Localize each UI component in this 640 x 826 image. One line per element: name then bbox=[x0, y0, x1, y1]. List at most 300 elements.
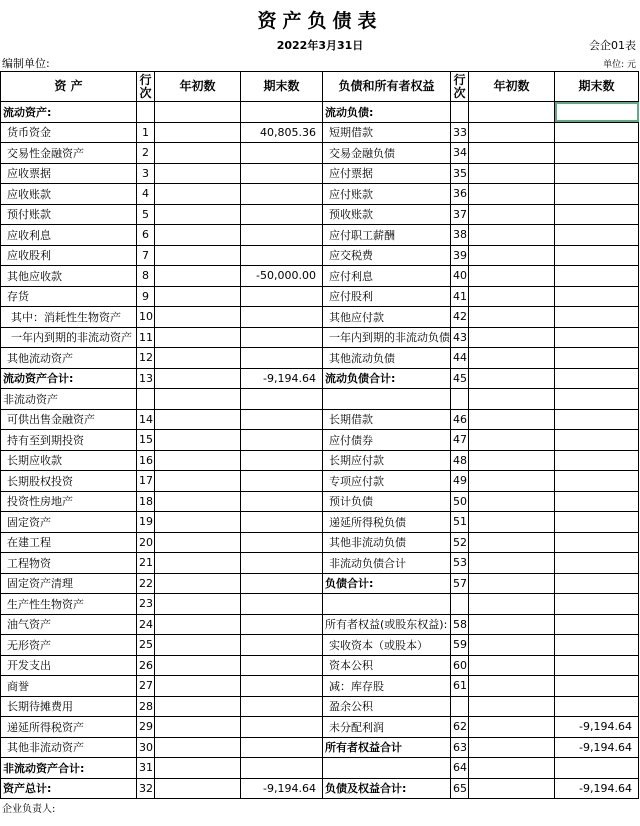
liability-row-no-cell[interactable]: 50 bbox=[451, 491, 469, 512]
liability-begin-cell[interactable] bbox=[469, 758, 555, 779]
header-begin[interactable]: 年初数 bbox=[155, 72, 241, 102]
liability-name-cell[interactable]: 长期借款 bbox=[323, 409, 451, 430]
liability-row-no-cell[interactable]: 43 bbox=[451, 327, 469, 348]
liability-begin-cell[interactable] bbox=[469, 245, 555, 266]
liability-end-cell[interactable] bbox=[555, 102, 639, 123]
liability-row-no-cell[interactable] bbox=[451, 389, 469, 410]
liability-name-cell[interactable]: 交易金融负债 bbox=[323, 143, 451, 164]
asset-name-cell[interactable]: 投资性房地产 bbox=[1, 491, 137, 512]
table-row bbox=[1, 204, 639, 225]
liability-row-no-cell[interactable]: 48 bbox=[451, 450, 469, 471]
liability-begin-cell[interactable] bbox=[469, 696, 555, 717]
asset-name-cell[interactable]: 非流动资产合计: bbox=[1, 758, 137, 779]
header-row-no[interactable]: 行次 bbox=[137, 72, 155, 102]
asset-name-cell[interactable]: 流动资产合计: bbox=[1, 368, 137, 389]
asset-begin-cell[interactable] bbox=[155, 696, 241, 717]
asset-row-no-cell[interactable]: 11 bbox=[137, 327, 155, 348]
liability-name-cell[interactable]: 未分配利润 bbox=[323, 717, 451, 738]
asset-begin-cell[interactable] bbox=[155, 737, 241, 758]
asset-row-no-cell[interactable]: 31 bbox=[137, 758, 155, 779]
asset-end-cell[interactable] bbox=[241, 553, 323, 574]
asset-row-no-cell[interactable]: 12 bbox=[137, 348, 155, 369]
table-row bbox=[1, 778, 639, 799]
liability-row-no-cell[interactable] bbox=[451, 696, 469, 717]
liability-end-cell[interactable] bbox=[555, 204, 639, 225]
asset-end-cell[interactable] bbox=[241, 286, 323, 307]
asset-name-cell[interactable]: 在建工程 bbox=[1, 532, 137, 553]
asset-name-cell[interactable]: 应收股利 bbox=[1, 245, 137, 266]
liability-begin-cell[interactable] bbox=[469, 512, 555, 533]
asset-begin-cell[interactable] bbox=[155, 594, 241, 615]
asset-row-no-cell[interactable]: 26 bbox=[137, 655, 155, 676]
liability-begin-cell[interactable] bbox=[469, 450, 555, 471]
liability-row-no-cell[interactable]: 64 bbox=[451, 758, 469, 779]
asset-name-cell[interactable]: 其他流动资产 bbox=[1, 348, 137, 369]
asset-name-cell[interactable]: 长期股权投资 bbox=[1, 471, 137, 492]
asset-begin-cell[interactable] bbox=[155, 676, 241, 697]
liability-begin-cell[interactable] bbox=[469, 737, 555, 758]
liability-name-cell[interactable]: 递延所得税负债 bbox=[323, 512, 451, 533]
liability-end-cell[interactable] bbox=[555, 348, 639, 369]
liability-row-no-cell[interactable] bbox=[451, 102, 469, 123]
liability-end-cell[interactable] bbox=[555, 430, 639, 451]
liability-row-no-cell[interactable] bbox=[451, 594, 469, 615]
liability-name-cell[interactable] bbox=[323, 594, 451, 615]
asset-end-cell[interactable] bbox=[241, 594, 323, 615]
asset-row-no-cell[interactable]: 19 bbox=[137, 512, 155, 533]
liability-begin-cell[interactable] bbox=[469, 491, 555, 512]
liability-begin-cell[interactable] bbox=[469, 655, 555, 676]
asset-end-cell[interactable] bbox=[241, 573, 323, 594]
asset-row-no-cell[interactable]: 29 bbox=[137, 717, 155, 738]
liability-name-cell[interactable]: 负债及权益合计: bbox=[323, 778, 451, 799]
liability-begin-cell[interactable] bbox=[469, 778, 555, 799]
asset-row-no-cell[interactable]: 17 bbox=[137, 471, 155, 492]
liability-name-cell[interactable]: 应付票据 bbox=[323, 163, 451, 184]
liability-begin-cell[interactable] bbox=[469, 286, 555, 307]
asset-row-no-cell[interactable]: 6 bbox=[137, 225, 155, 246]
asset-name-cell[interactable]: 一年内到期的非流动资产 bbox=[1, 327, 137, 348]
asset-row-no-cell[interactable]: 8 bbox=[137, 266, 155, 287]
liability-name-cell[interactable]: 一年内到期的非流动负债 bbox=[323, 327, 451, 348]
liability-begin-cell[interactable] bbox=[469, 553, 555, 574]
asset-row-no-cell[interactable]: 16 bbox=[137, 450, 155, 471]
liability-row-no-cell[interactable]: 63 bbox=[451, 737, 469, 758]
asset-row-no-cell[interactable]: 1 bbox=[137, 122, 155, 143]
liability-begin-cell[interactable] bbox=[469, 204, 555, 225]
asset-begin-cell[interactable] bbox=[155, 553, 241, 574]
table-row bbox=[1, 512, 639, 533]
asset-end-cell[interactable] bbox=[241, 471, 323, 492]
asset-name-cell[interactable]: 工程物资 bbox=[1, 553, 137, 574]
asset-row-no-cell[interactable]: 23 bbox=[137, 594, 155, 615]
asset-end-cell[interactable] bbox=[241, 676, 323, 697]
liability-end-cell[interactable] bbox=[555, 184, 639, 205]
liability-end-cell[interactable] bbox=[555, 553, 639, 574]
asset-end-cell[interactable] bbox=[241, 204, 323, 225]
asset-row-no-cell[interactable]: 2 bbox=[137, 143, 155, 164]
asset-begin-cell[interactable] bbox=[155, 450, 241, 471]
asset-name-cell[interactable]: 应收利息 bbox=[1, 225, 137, 246]
asset-row-no-cell[interactable]: 28 bbox=[137, 696, 155, 717]
liability-begin-cell[interactable] bbox=[469, 389, 555, 410]
liability-begin-cell[interactable] bbox=[469, 102, 555, 123]
liability-row-no-cell[interactable]: 53 bbox=[451, 553, 469, 574]
asset-begin-cell[interactable] bbox=[155, 717, 241, 738]
liability-begin-cell[interactable] bbox=[469, 717, 555, 738]
liability-row-no-cell[interactable]: 38 bbox=[451, 225, 469, 246]
liability-name-cell[interactable]: 应付职工薪酬 bbox=[323, 225, 451, 246]
liability-name-cell[interactable]: 减：库存股 bbox=[323, 676, 451, 697]
liability-row-no-cell[interactable]: 47 bbox=[451, 430, 469, 451]
asset-end-cell[interactable] bbox=[241, 327, 323, 348]
asset-end-cell[interactable] bbox=[241, 430, 323, 451]
liability-name-cell[interactable]: 流动负债: bbox=[323, 102, 451, 123]
asset-row-no-cell[interactable]: 5 bbox=[137, 204, 155, 225]
asset-begin-cell[interactable] bbox=[155, 286, 241, 307]
asset-row-no-cell[interactable]: 22 bbox=[137, 573, 155, 594]
liability-begin-cell[interactable] bbox=[469, 635, 555, 656]
liability-row-no-cell[interactable]: 59 bbox=[451, 635, 469, 656]
liability-end-cell[interactable] bbox=[555, 512, 639, 533]
asset-end-cell[interactable] bbox=[241, 635, 323, 656]
liability-row-no-cell[interactable]: 44 bbox=[451, 348, 469, 369]
asset-begin-cell[interactable] bbox=[155, 471, 241, 492]
liability-name-cell[interactable]: 所有者权益(或股东权益): bbox=[323, 614, 451, 635]
asset-name-cell[interactable]: 长期待摊费用 bbox=[1, 696, 137, 717]
liability-end-cell[interactable] bbox=[555, 245, 639, 266]
asset-begin-cell[interactable] bbox=[155, 102, 241, 123]
table-row bbox=[1, 758, 639, 779]
asset-end-cell[interactable]: 40,805.36 bbox=[241, 122, 323, 143]
asset-end-cell[interactable] bbox=[241, 102, 323, 123]
liability-end-cell[interactable]: -9,194.64 bbox=[555, 737, 639, 758]
asset-name-cell[interactable]: 非流动资产 bbox=[1, 389, 137, 410]
asset-name-cell[interactable]: 其中：消耗性生物资产 bbox=[1, 307, 137, 328]
table-row bbox=[1, 102, 639, 123]
header-begin-2[interactable]: 年初数 bbox=[469, 72, 555, 102]
liability-end-cell[interactable] bbox=[555, 696, 639, 717]
report-title: 资产负债表 bbox=[257, 10, 383, 32]
asset-row-no-cell[interactable]: 3 bbox=[137, 163, 155, 184]
asset-name-cell[interactable]: 交易性金融资产 bbox=[1, 143, 137, 164]
asset-begin-cell[interactable] bbox=[155, 368, 241, 389]
liability-row-no-cell[interactable]: 42 bbox=[451, 307, 469, 328]
asset-end-cell[interactable] bbox=[241, 409, 323, 430]
asset-end-cell[interactable] bbox=[241, 348, 323, 369]
asset-name-cell[interactable]: 开发支出 bbox=[1, 655, 137, 676]
asset-row-no-cell[interactable]: 13 bbox=[137, 368, 155, 389]
asset-end-cell[interactable]: -9,194.64 bbox=[241, 368, 323, 389]
liability-name-cell[interactable] bbox=[323, 389, 451, 410]
liability-end-cell[interactable] bbox=[555, 368, 639, 389]
liability-begin-cell[interactable] bbox=[469, 471, 555, 492]
liability-end-cell[interactable] bbox=[555, 614, 639, 635]
table-row bbox=[1, 184, 639, 205]
liability-begin-cell[interactable] bbox=[469, 327, 555, 348]
asset-begin-cell[interactable] bbox=[155, 307, 241, 328]
asset-end-cell[interactable] bbox=[241, 184, 323, 205]
liability-begin-cell[interactable] bbox=[469, 163, 555, 184]
asset-name-cell[interactable]: 递延所得税资产 bbox=[1, 717, 137, 738]
asset-end-cell[interactable]: -50,000.00 bbox=[241, 266, 323, 287]
liability-name-cell[interactable]: 其他应付款 bbox=[323, 307, 451, 328]
asset-begin-cell[interactable] bbox=[155, 409, 241, 430]
asset-row-no-cell[interactable]: 9 bbox=[137, 286, 155, 307]
table-row bbox=[1, 655, 639, 676]
asset-name-cell[interactable]: 其他应收款 bbox=[1, 266, 137, 287]
asset-name-cell[interactable]: 固定资产清理 bbox=[1, 573, 137, 594]
asset-name-cell[interactable]: 存货 bbox=[1, 286, 137, 307]
liability-begin-cell[interactable] bbox=[469, 266, 555, 287]
liability-begin-cell[interactable] bbox=[469, 307, 555, 328]
liability-name-cell[interactable]: 应付债券 bbox=[323, 430, 451, 451]
asset-name-cell[interactable]: 油气资产 bbox=[1, 614, 137, 635]
liability-begin-cell[interactable] bbox=[469, 594, 555, 615]
liability-row-no-cell[interactable]: 40 bbox=[451, 266, 469, 287]
table-row bbox=[1, 163, 639, 184]
liability-end-cell[interactable] bbox=[555, 327, 639, 348]
liability-row-no-cell[interactable]: 61 bbox=[451, 676, 469, 697]
liability-name-cell[interactable]: 负债合计: bbox=[323, 573, 451, 594]
liability-row-no-cell[interactable]: 51 bbox=[451, 512, 469, 533]
asset-end-cell[interactable] bbox=[241, 225, 323, 246]
asset-begin-cell[interactable] bbox=[155, 348, 241, 369]
asset-end-cell[interactable] bbox=[241, 758, 323, 779]
liability-name-cell[interactable]: 长期应付款 bbox=[323, 450, 451, 471]
liability-row-no-cell[interactable]: 46 bbox=[451, 409, 469, 430]
asset-begin-cell[interactable] bbox=[155, 778, 241, 799]
liability-end-cell[interactable] bbox=[555, 286, 639, 307]
liability-end-cell[interactable] bbox=[555, 573, 639, 594]
asset-name-cell[interactable]: 固定资产 bbox=[1, 512, 137, 533]
asset-begin-cell[interactable] bbox=[155, 266, 241, 287]
asset-begin-cell[interactable] bbox=[155, 327, 241, 348]
asset-row-no-cell[interactable]: 14 bbox=[137, 409, 155, 430]
liability-begin-cell[interactable] bbox=[469, 573, 555, 594]
liability-row-no-cell[interactable]: 35 bbox=[451, 163, 469, 184]
liability-end-cell[interactable] bbox=[555, 389, 639, 410]
asset-row-no-cell[interactable]: 24 bbox=[137, 614, 155, 635]
liability-name-cell[interactable]: 实收资本（或股本） bbox=[323, 635, 451, 656]
liability-end-cell[interactable]: -9,194.64 bbox=[555, 717, 639, 738]
asset-begin-cell[interactable] bbox=[155, 143, 241, 164]
liability-begin-cell[interactable] bbox=[469, 143, 555, 164]
liability-name-cell[interactable]: 资本公积 bbox=[323, 655, 451, 676]
asset-end-cell[interactable] bbox=[241, 737, 323, 758]
liability-end-cell[interactable]: -9,194.64 bbox=[555, 778, 639, 799]
asset-end-cell[interactable] bbox=[241, 163, 323, 184]
liability-name-cell[interactable]: 应付账款 bbox=[323, 184, 451, 205]
asset-row-no-cell[interactable]: 20 bbox=[137, 532, 155, 553]
liability-begin-cell[interactable] bbox=[469, 348, 555, 369]
asset-end-cell[interactable] bbox=[241, 491, 323, 512]
form-number: 会企01表 bbox=[589, 39, 636, 52]
asset-end-cell[interactable] bbox=[241, 614, 323, 635]
liability-end-cell[interactable] bbox=[555, 676, 639, 697]
asset-begin-cell[interactable] bbox=[155, 635, 241, 656]
header-row-no-2[interactable]: 行次 bbox=[451, 72, 469, 102]
liability-end-cell[interactable] bbox=[555, 491, 639, 512]
liability-name-cell[interactable]: 预收账款 bbox=[323, 204, 451, 225]
asset-row-no-cell[interactable]: 32 bbox=[137, 778, 155, 799]
table-row bbox=[1, 307, 639, 328]
liability-name-cell[interactable]: 盈余公积 bbox=[323, 696, 451, 717]
table-row bbox=[1, 553, 639, 574]
liability-end-cell[interactable] bbox=[555, 143, 639, 164]
asset-row-no-cell[interactable]: 4 bbox=[137, 184, 155, 205]
asset-name-cell[interactable]: 流动资产: bbox=[1, 102, 137, 123]
asset-begin-cell[interactable] bbox=[155, 758, 241, 779]
liability-name-cell[interactable]: 其他非流动负债 bbox=[323, 532, 451, 553]
asset-row-no-cell[interactable] bbox=[137, 102, 155, 123]
asset-end-cell[interactable]: -9,194.64 bbox=[241, 778, 323, 799]
liability-begin-cell[interactable] bbox=[469, 184, 555, 205]
asset-name-cell[interactable]: 货币资金 bbox=[1, 122, 137, 143]
liability-name-cell[interactable]: 所有者权益合计 bbox=[323, 737, 451, 758]
liability-name-cell[interactable]: 应付股利 bbox=[323, 286, 451, 307]
asset-end-cell[interactable] bbox=[241, 389, 323, 410]
liability-name-cell[interactable]: 其他流动负债 bbox=[323, 348, 451, 369]
liability-name-cell[interactable]: 流动负债合计: bbox=[323, 368, 451, 389]
liability-row-no-cell[interactable]: 58 bbox=[451, 614, 469, 635]
asset-name-cell[interactable]: 其他非流动资产 bbox=[1, 737, 137, 758]
asset-row-no-cell[interactable]: 25 bbox=[137, 635, 155, 656]
asset-name-cell[interactable]: 无形资产 bbox=[1, 635, 137, 656]
liability-row-no-cell[interactable]: 57 bbox=[451, 573, 469, 594]
header-liabilities[interactable]: 负债和所有者权益 bbox=[323, 72, 451, 102]
liability-end-cell[interactable] bbox=[555, 307, 639, 328]
liability-name-cell[interactable]: 专项应付款 bbox=[323, 471, 451, 492]
liability-row-no-cell[interactable]: 52 bbox=[451, 532, 469, 553]
liability-row-no-cell[interactable]: 49 bbox=[451, 471, 469, 492]
asset-begin-cell[interactable] bbox=[155, 655, 241, 676]
liability-name-cell[interactable]: 短期借款 bbox=[323, 122, 451, 143]
liability-end-cell[interactable] bbox=[555, 409, 639, 430]
asset-end-cell[interactable] bbox=[241, 696, 323, 717]
liability-end-cell[interactable] bbox=[555, 163, 639, 184]
liability-end-cell[interactable] bbox=[555, 655, 639, 676]
asset-begin-cell[interactable] bbox=[155, 512, 241, 533]
table-row bbox=[1, 573, 639, 594]
asset-name-cell[interactable]: 应收账款 bbox=[1, 184, 137, 205]
liability-end-cell[interactable] bbox=[555, 532, 639, 553]
liability-end-cell[interactable] bbox=[555, 635, 639, 656]
asset-begin-cell[interactable] bbox=[155, 225, 241, 246]
liability-name-cell[interactable] bbox=[323, 758, 451, 779]
asset-name-cell[interactable]: 应收票据 bbox=[1, 163, 137, 184]
asset-end-cell[interactable] bbox=[241, 717, 323, 738]
asset-end-cell[interactable] bbox=[241, 307, 323, 328]
asset-name-cell[interactable]: 商誉 bbox=[1, 676, 137, 697]
asset-begin-cell[interactable] bbox=[155, 614, 241, 635]
liability-row-no-cell[interactable]: 33 bbox=[451, 122, 469, 143]
asset-begin-cell[interactable] bbox=[155, 389, 241, 410]
asset-row-no-cell[interactable]: 30 bbox=[137, 737, 155, 758]
table-row bbox=[1, 676, 639, 697]
asset-begin-cell[interactable] bbox=[155, 430, 241, 451]
liability-end-cell[interactable] bbox=[555, 594, 639, 615]
liability-end-cell[interactable] bbox=[555, 122, 639, 143]
liability-end-cell[interactable] bbox=[555, 266, 639, 287]
liability-row-no-cell[interactable]: 45 bbox=[451, 368, 469, 389]
liability-begin-cell[interactable] bbox=[469, 409, 555, 430]
asset-begin-cell[interactable] bbox=[155, 532, 241, 553]
liability-row-no-cell[interactable]: 41 bbox=[451, 286, 469, 307]
asset-begin-cell[interactable] bbox=[155, 184, 241, 205]
asset-name-cell[interactable]: 可供出售金融资产 bbox=[1, 409, 137, 430]
liability-begin-cell[interactable] bbox=[469, 676, 555, 697]
liability-row-no-cell[interactable]: 62 bbox=[451, 717, 469, 738]
liability-begin-cell[interactable] bbox=[469, 532, 555, 553]
asset-end-cell[interactable] bbox=[241, 143, 323, 164]
asset-begin-cell[interactable] bbox=[155, 163, 241, 184]
asset-begin-cell[interactable] bbox=[155, 245, 241, 266]
asset-name-cell[interactable]: 生产性生物资产 bbox=[1, 594, 137, 615]
table-row bbox=[1, 389, 639, 410]
liability-end-cell[interactable] bbox=[555, 758, 639, 779]
liability-begin-cell[interactable] bbox=[469, 122, 555, 143]
asset-row-no-cell[interactable]: 7 bbox=[137, 245, 155, 266]
asset-end-cell[interactable] bbox=[241, 512, 323, 533]
liability-name-cell[interactable]: 预计负债 bbox=[323, 491, 451, 512]
asset-row-no-cell[interactable]: 21 bbox=[137, 553, 155, 574]
asset-begin-cell[interactable] bbox=[155, 573, 241, 594]
table-row bbox=[1, 491, 639, 512]
liability-end-cell[interactable] bbox=[555, 471, 639, 492]
asset-end-cell[interactable] bbox=[241, 532, 323, 553]
liability-begin-cell[interactable] bbox=[469, 430, 555, 451]
liability-end-cell[interactable] bbox=[555, 225, 639, 246]
asset-name-cell[interactable]: 资产总计: bbox=[1, 778, 137, 799]
liability-name-cell[interactable]: 应交税费 bbox=[323, 245, 451, 266]
asset-name-cell[interactable]: 长期应收款 bbox=[1, 450, 137, 471]
liability-name-cell[interactable]: 应付利息 bbox=[323, 266, 451, 287]
liability-begin-cell[interactable] bbox=[469, 225, 555, 246]
liability-row-no-cell[interactable]: 39 bbox=[451, 245, 469, 266]
asset-row-no-cell[interactable]: 10 bbox=[137, 307, 155, 328]
report-date: 2022年3月31日 bbox=[276, 39, 364, 52]
asset-row-no-cell[interactable]: 27 bbox=[137, 676, 155, 697]
liability-row-no-cell[interactable]: 65 bbox=[451, 778, 469, 799]
asset-begin-cell[interactable] bbox=[155, 491, 241, 512]
liability-end-cell[interactable] bbox=[555, 450, 639, 471]
asset-row-no-cell[interactable]: 18 bbox=[137, 491, 155, 512]
asset-end-cell[interactable] bbox=[241, 245, 323, 266]
asset-begin-cell[interactable] bbox=[155, 204, 241, 225]
liability-begin-cell[interactable] bbox=[469, 614, 555, 635]
liability-begin-cell[interactable] bbox=[469, 368, 555, 389]
asset-name-cell[interactable]: 预付账款 bbox=[1, 204, 137, 225]
liability-row-no-cell[interactable]: 37 bbox=[451, 204, 469, 225]
header-asset[interactable]: 资 产 bbox=[1, 72, 137, 102]
table-row bbox=[1, 696, 639, 717]
liability-row-no-cell[interactable]: 34 bbox=[451, 143, 469, 164]
asset-begin-cell[interactable] bbox=[155, 122, 241, 143]
asset-row-no-cell[interactable] bbox=[137, 389, 155, 410]
table-row bbox=[1, 430, 639, 451]
liability-name-cell[interactable]: 非流动负债合计 bbox=[323, 553, 451, 574]
header-end-2[interactable]: 期末数 bbox=[555, 72, 639, 102]
asset-name-cell[interactable]: 持有至到期投资 bbox=[1, 430, 137, 451]
asset-row-no-cell[interactable]: 15 bbox=[137, 430, 155, 451]
liability-row-no-cell[interactable]: 60 bbox=[451, 655, 469, 676]
table-row bbox=[1, 409, 639, 430]
liability-row-no-cell[interactable]: 36 bbox=[451, 184, 469, 205]
header-end[interactable]: 期末数 bbox=[241, 72, 323, 102]
asset-end-cell[interactable] bbox=[241, 450, 323, 471]
asset-end-cell[interactable] bbox=[241, 655, 323, 676]
